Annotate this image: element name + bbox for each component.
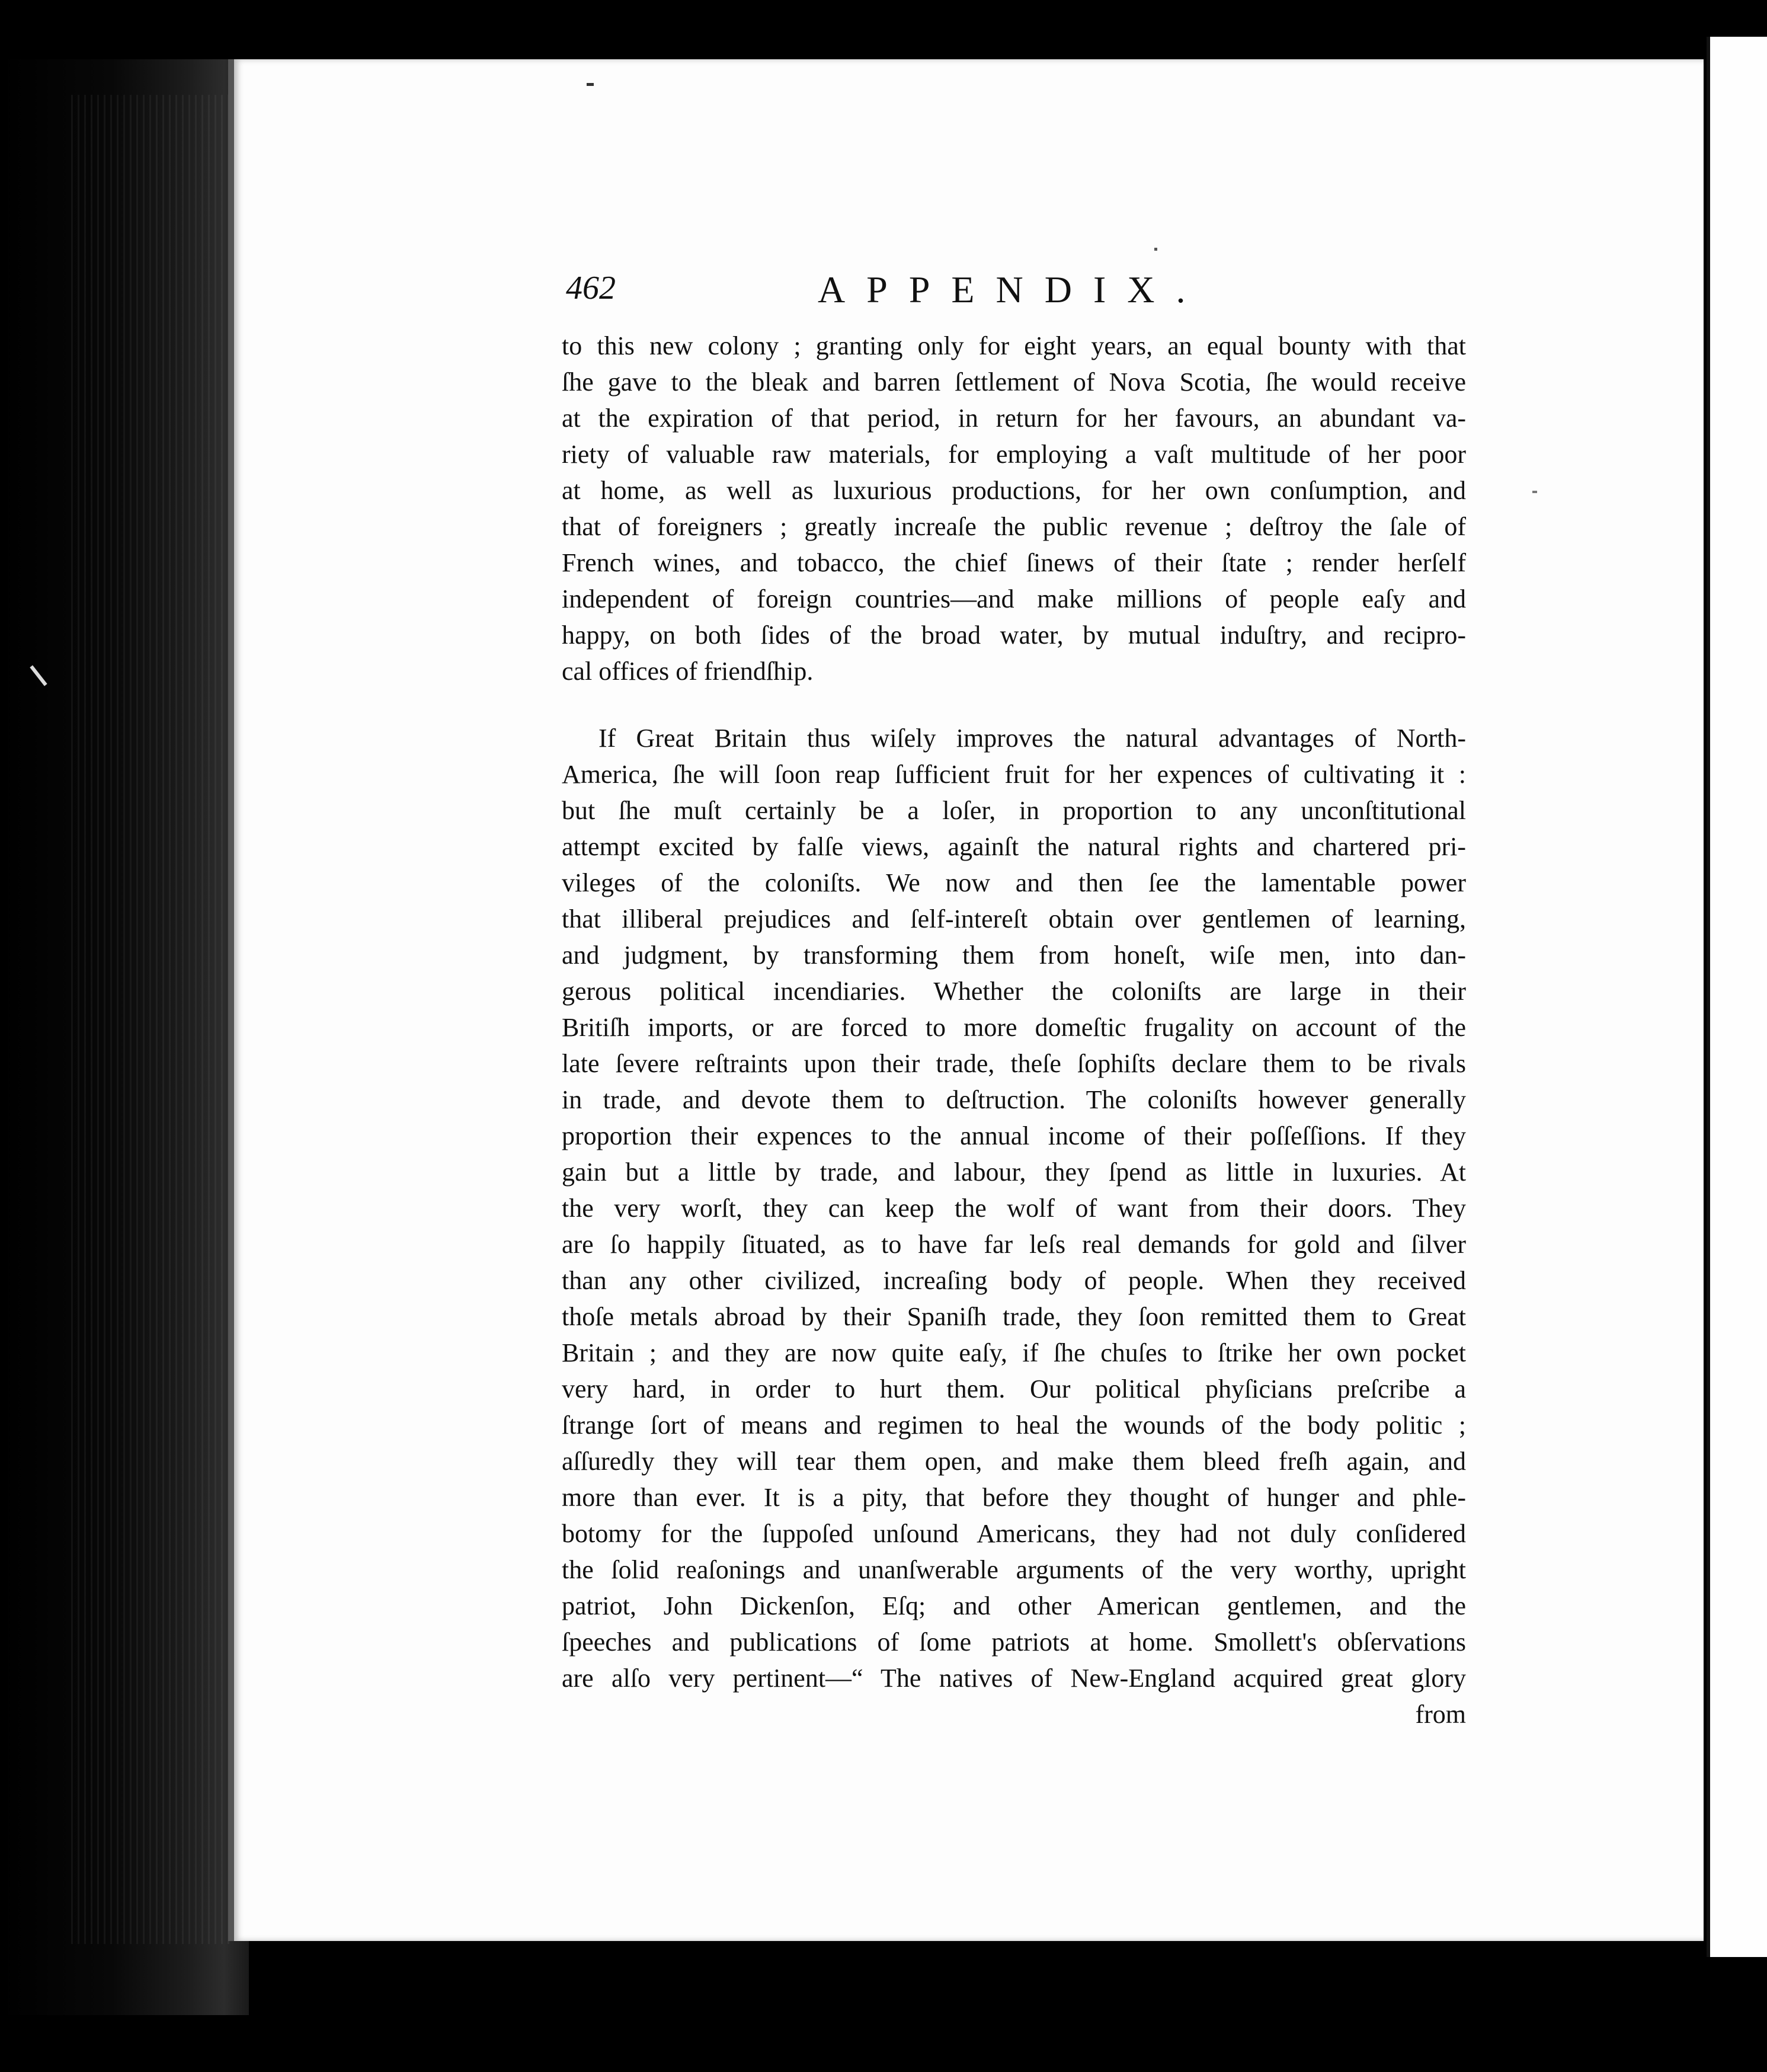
text-line: attempt excited by falſe views, againſt the natural rights and chartered pri- (562, 832, 1466, 861)
text-line: at home, as well as luxurious productions, for her own conſumption, and (562, 476, 1466, 505)
ink-speck (587, 83, 594, 86)
text-line: at the expiration of that period, in return for her favours, an abundant va- (562, 404, 1466, 433)
text-line: aſſuredly they will tear them open, and make them bleed freſh again, and (562, 1447, 1466, 1476)
text-line: gerous political incendiaries. Whether the coloniſts are large in their (562, 977, 1466, 1006)
paragraph (562, 720, 1466, 1696)
body-text (562, 328, 1466, 1732)
next-page-edge (1707, 37, 1767, 1957)
text-line: proportion their expences to the annual income of their poſſeſſions. If they (562, 1121, 1466, 1150)
text-line: more than ever. It is a pity, that before they thought of hunger and phle- (562, 1483, 1466, 1512)
text-line: the very worſt, they can keep the wolf of want from their doors. They (562, 1194, 1466, 1223)
catchword: from (1415, 1700, 1466, 1729)
text-line: Britain ; and they are now quite eaſy, if ſhe chuſes to ſtrike her own pocket (562, 1338, 1466, 1367)
text-line: happy, on both ſides of the broad water, by mutual induſtry, and recipro- (562, 621, 1466, 650)
text-line: French wines, and tobacco, the chief ſinews of their ſtate ; render herſelf (562, 548, 1466, 577)
section-title: APPENDIX. (818, 268, 1207, 311)
page-number: 462 (566, 270, 616, 306)
text-line: Britiſh imports, or are forced to more domeſtic frugality on account of the (562, 1013, 1466, 1042)
text-line: botomy for the ſuppoſed unſound Americans, they had not duly conſidered (562, 1519, 1466, 1548)
text-line: ſtrange ſort of means and regimen to heal the wounds of the body politic ; (562, 1411, 1466, 1440)
paragraph-gap (562, 689, 1466, 720)
text-line: America, ſhe will ſoon reap ſufficient fruit for her expences of cultivating it : (562, 760, 1466, 789)
text-line: vileges of the coloniſts. We now and then ſee the lamentable power (562, 868, 1466, 897)
ink-speck (1532, 491, 1537, 493)
text-line: riety of valuable raw materials, for employing a vaſt multitude of her poor (562, 440, 1466, 469)
text-line: gain but a little by trade, and labour, they ſpend as little in luxuries. At (562, 1157, 1466, 1187)
text-line: If Great Britain thus wiſely improves the natural advantages of North- (598, 724, 1466, 753)
text-line: than any other civilized, increaſing body of people. When they received (562, 1266, 1466, 1295)
text-line: in trade, and devote them to deſtruction. The coloniſts however generally (562, 1085, 1466, 1114)
text-line: but ſhe muſt certainly be a loſer, in proportion to any unconſtitutional (562, 796, 1466, 825)
text-line: to this new colony ; granting only for eight years, an equal bounty with that (562, 331, 1466, 360)
text-line: are ſo happily ſituated, as to have far leſs real demands for gold and ſilver (562, 1230, 1466, 1259)
text-line: ſhe gave to the bleak and barren ſettlement of Nova Scotia, ſhe would receive (562, 367, 1466, 397)
text-line: patriot, John Dickenſon, Eſq; and other American gentlemen, and the (562, 1591, 1466, 1620)
text-line: are alſo very pertinent—“ The natives of New-England acquired great glory (562, 1664, 1466, 1693)
text-line: cal offices of friendſhip. (562, 657, 814, 686)
text-line: ſpeeches and publications of ſome patriots at home. Smollett's obſervations (562, 1627, 1466, 1657)
text-line: that illiberal prejudices and ſelf-intereſt obtain over gentlemen of learning, (562, 904, 1466, 933)
text-line: the ſolid reaſonings and unanſwerable arguments of the very worthy, upright (562, 1555, 1466, 1584)
text-line: that of foreigners ; greatly increaſe the public revenue ; deſtroy the ſale of (562, 512, 1466, 541)
text-line: late ſevere reſtraints upon their trade, theſe ſophiſts declare them to be rivals (562, 1049, 1466, 1078)
text-line: and judgment, by transforming them from honeſt, wiſe men, into dan- (562, 941, 1466, 970)
page-edges-texture (71, 95, 231, 1944)
text-line: independent of foreign countries—and make millions of people eaſy and (562, 584, 1466, 613)
ink-speck (1154, 248, 1157, 251)
running-head (566, 269, 1283, 316)
text-line: thoſe metals abroad by their Spaniſh trade, they ſoon remitted them to Great (562, 1302, 1466, 1331)
text-line: very hard, in order to hurt them. Our political phyſicians preſcribe a (562, 1374, 1466, 1403)
paragraph (562, 328, 1466, 689)
